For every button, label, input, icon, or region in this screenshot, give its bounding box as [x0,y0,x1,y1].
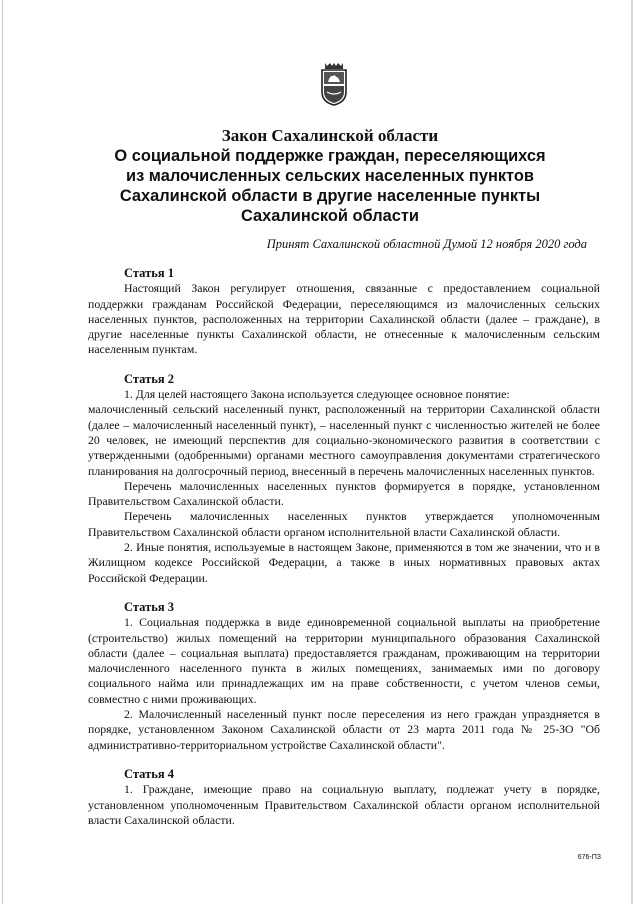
coat-of-arms-icon [319,62,349,106]
article-heading: Статья 4 [124,766,174,781]
article-paragraph: 2. Малочисленный населенный пункт после переселения из него граждан упраздняется в порядке, установленном Законом Сахалинской области от 23 марта 2011 года № 25-ЗО "Об административно-территориальном устройстве Сахалинской области". [88,707,600,752]
article-4 [88,767,600,828]
article-3 [88,600,600,753]
article-paragraph: 2. Иные понятия, используемые в настоящем Законе, применяются в том же значении, что и в Жилищном кодексе Российской Федерации, а также в иных нормативных правовых актах Российской Федерации. [88,540,600,585]
article-2 [88,372,600,586]
adoption-note: Принят Сахалинской областной Думой 12 ноября 2020 года [266,237,587,251]
law-subtitle-line-3: Сахалинской области в другие населенные пункты [119,187,541,205]
document-body [88,266,600,842]
article-heading: Статья 3 [124,599,174,614]
article-paragraph: малочисленный сельский населенный пункт, расположенный на территории Сахалинской области (далее – малочисленный населенный пункт), – населенный пункт с численностью жителей не более 20 человек, не имеющий перспектив для социально-экономического развития в соответствии с утвержденными (одобренными) органами местного самоуправления документами стратегического планирования на долгосрочный период, внесенный в перечень малочисленных населенных пунктов. [88,402,600,478]
article-paragraph: 1. Социальная поддержка в виде единовременной социальной выплаты на приобретение (строительство) жилых помещений на территории муниципального образования Сахалинской области (далее – социальная выплата) предоставляется гражданам, проживающим на территории малочисленного населенного пункта в жилых помещениях, занимаемых ими по договору социального найма или принадлежащих им на праве собственности, с учетом членов семьи, совместно с ними проживающих. [88,615,600,706]
article-heading: Статья 1 [124,266,174,280]
law-subtitle-line-1: О социальной поддержке граждан, переселяющихся [114,147,546,165]
article-paragraph: Перечень малочисленных населенных пунктов формируется в порядке, установленном Правительством Сахалинской области. [88,478,600,509]
article-paragraph: 1. Граждане, имеющие право на социальную выплату, подлежат учету в порядке, установленном уполномоченным Правительством Сахалинской области органом исполнительной власти Сахалинской области. [88,782,600,827]
law-subtitle-line-4: Сахалинской области [241,207,419,225]
document-title [60,126,600,226]
scan-edge-left [2,0,3,904]
article-paragraph: Перечень малочисленных населенных пунктов утверждается уполномоченным Правительством Сахалинской области органом исполнительной власти Сахалинской области. [88,509,600,539]
article-heading: Статья 2 [124,371,174,386]
article-paragraph: Настоящий Закон регулирует отношения, связанные с предоставлением социальной поддержки гражданам Российской Федерации, переселяющимся из малочисленных сельских населенных пунктов, расположенных на территории Сахалинской области (далее – граждане), в другие населенные пункты Сахалинской области, не отнесенные к малочисленным сельским населенным пунктам. [88,281,600,357]
law-subtitle-line-2: из малочисленных сельских населенных пунктов [126,167,534,185]
article-1 [88,266,600,358]
article-paragraph: 1. Для целей настоящего Закона используется следующее основное понятие: [124,387,510,402]
law-title: Закон Сахалинской области [221,126,439,145]
document-code: 676-ПЗ [577,854,601,861]
